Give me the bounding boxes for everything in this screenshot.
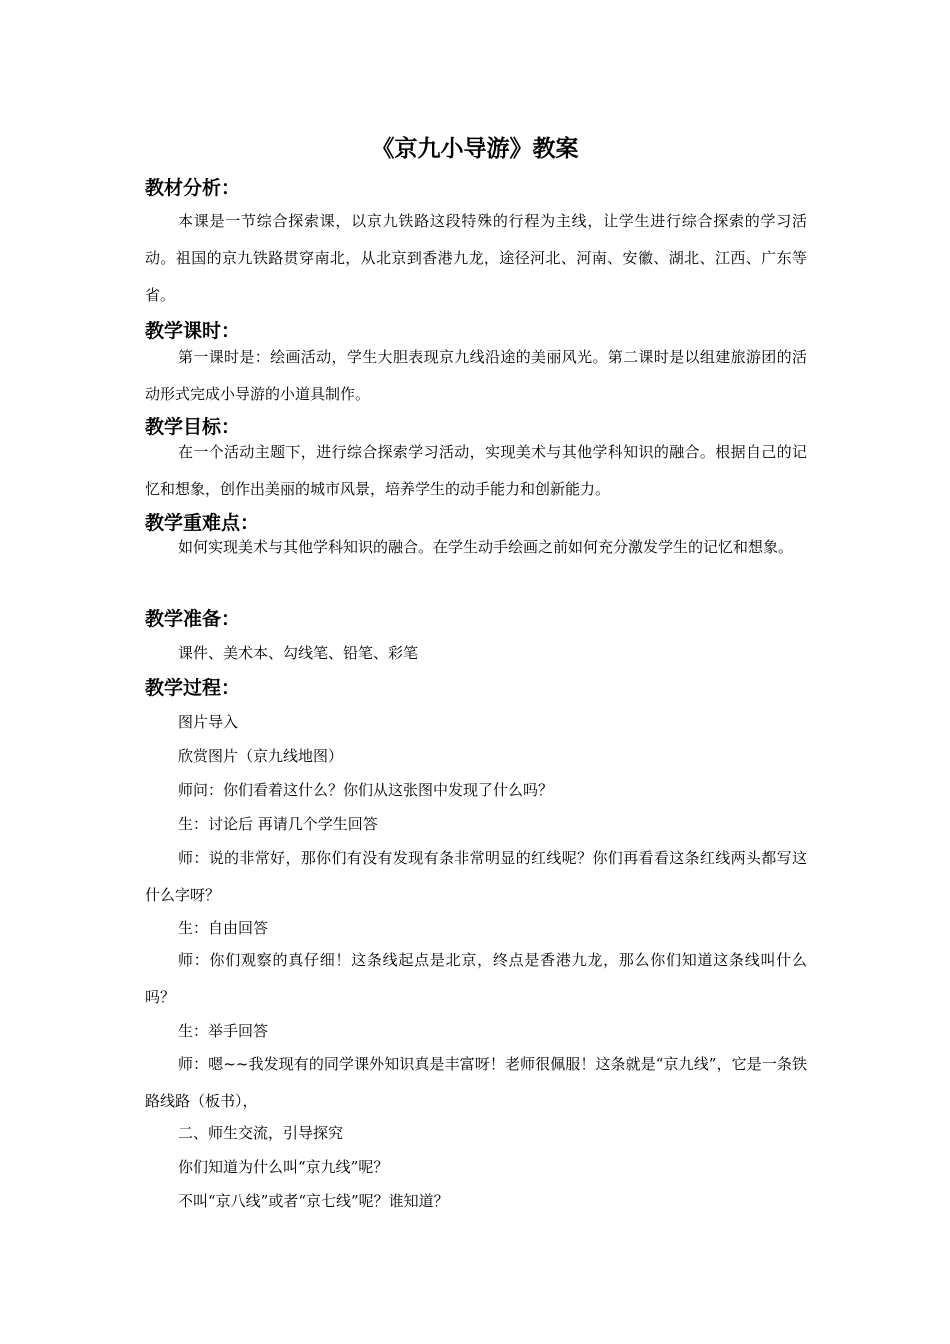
process-line: 不叫“京八线”或者“京七线”呢？谁知道？ [178,1192,449,1210]
section-paragraph-objectives: 在一个活动主题下，进行综合探索学习活动，实现美术与其他学科知识的融合。根据自己的记忆和想象，创作出美丽的城市风景，培养学生的动手能力和创新能力。 [145,443,807,498]
process-line: 欣赏图片（京九线地图） [178,747,344,765]
section-paragraph-key-points: 如何实现美术与其他学科知识的融合。在学生动手绘画之前如何充分激发学生的记忆和想象。 [178,538,794,556]
process-paragraph: 师：嗯~~我发现有的同学课外知识真是丰富呀！老师很佩服！这条就是“京九线”，它是一条铁路线路（板书）， [145,1055,807,1110]
section-heading-process: 教学过程： [145,677,241,699]
section-heading-class-hours: 教学课时： [145,320,241,342]
section-heading-material-analysis: 教材分析： [145,177,241,199]
process-line: 你们知道为什么叫“京九线”呢？ [178,1158,389,1176]
process-paragraph: 师：说的非常好，那你们有没有发现有条非常明显的红线呢？你们再看看这条红线两头都写这什么字呀？ [145,849,807,904]
section-paragraph-material-analysis: 本课是一节综合探索课，以京九铁路这段特殊的行程为主线，让学生进行综合探索的学习活动。祖国的京九铁路贯穿南北，从北京到香港九龙，途径河北、河南、安徽、湖北、江西、广东等省。 [145,212,807,304]
process-line: 生：讨论后 再请几个学生回答 [178,815,378,833]
section-heading-key-points: 教学重难点： [145,512,260,534]
document-title: 《京九小导游》教案 [371,136,579,162]
process-line: 生：举手回答 [178,1022,269,1040]
process-paragraph: 师：你们观察的真仔细！这条线起点是北京，终点是香港九龙，那么你们知道这条线叫什么吗？ [145,951,807,1006]
process-line: 师问：你们看着这什么？你们从这张图中发现了什么吗？ [178,781,554,799]
process-line: 二、师生交流，引导探究 [178,1124,344,1142]
section-heading-objectives: 教学目标： [145,416,241,438]
section-paragraph-preparation: 课件、美术本、勾线笔、铅笔、彩笔 [178,644,419,662]
process-line: 生：自由回答 [178,919,269,937]
process-line: 图片导入 [178,713,239,731]
section-heading-preparation: 教学准备： [145,608,241,630]
section-paragraph-class-hours: 第一课时是：绘画活动，学生大胆表现京九线沿途的美丽风光。第二课时是以组建旅游团的活动形式完成小导游的小道具制作。 [145,348,807,403]
